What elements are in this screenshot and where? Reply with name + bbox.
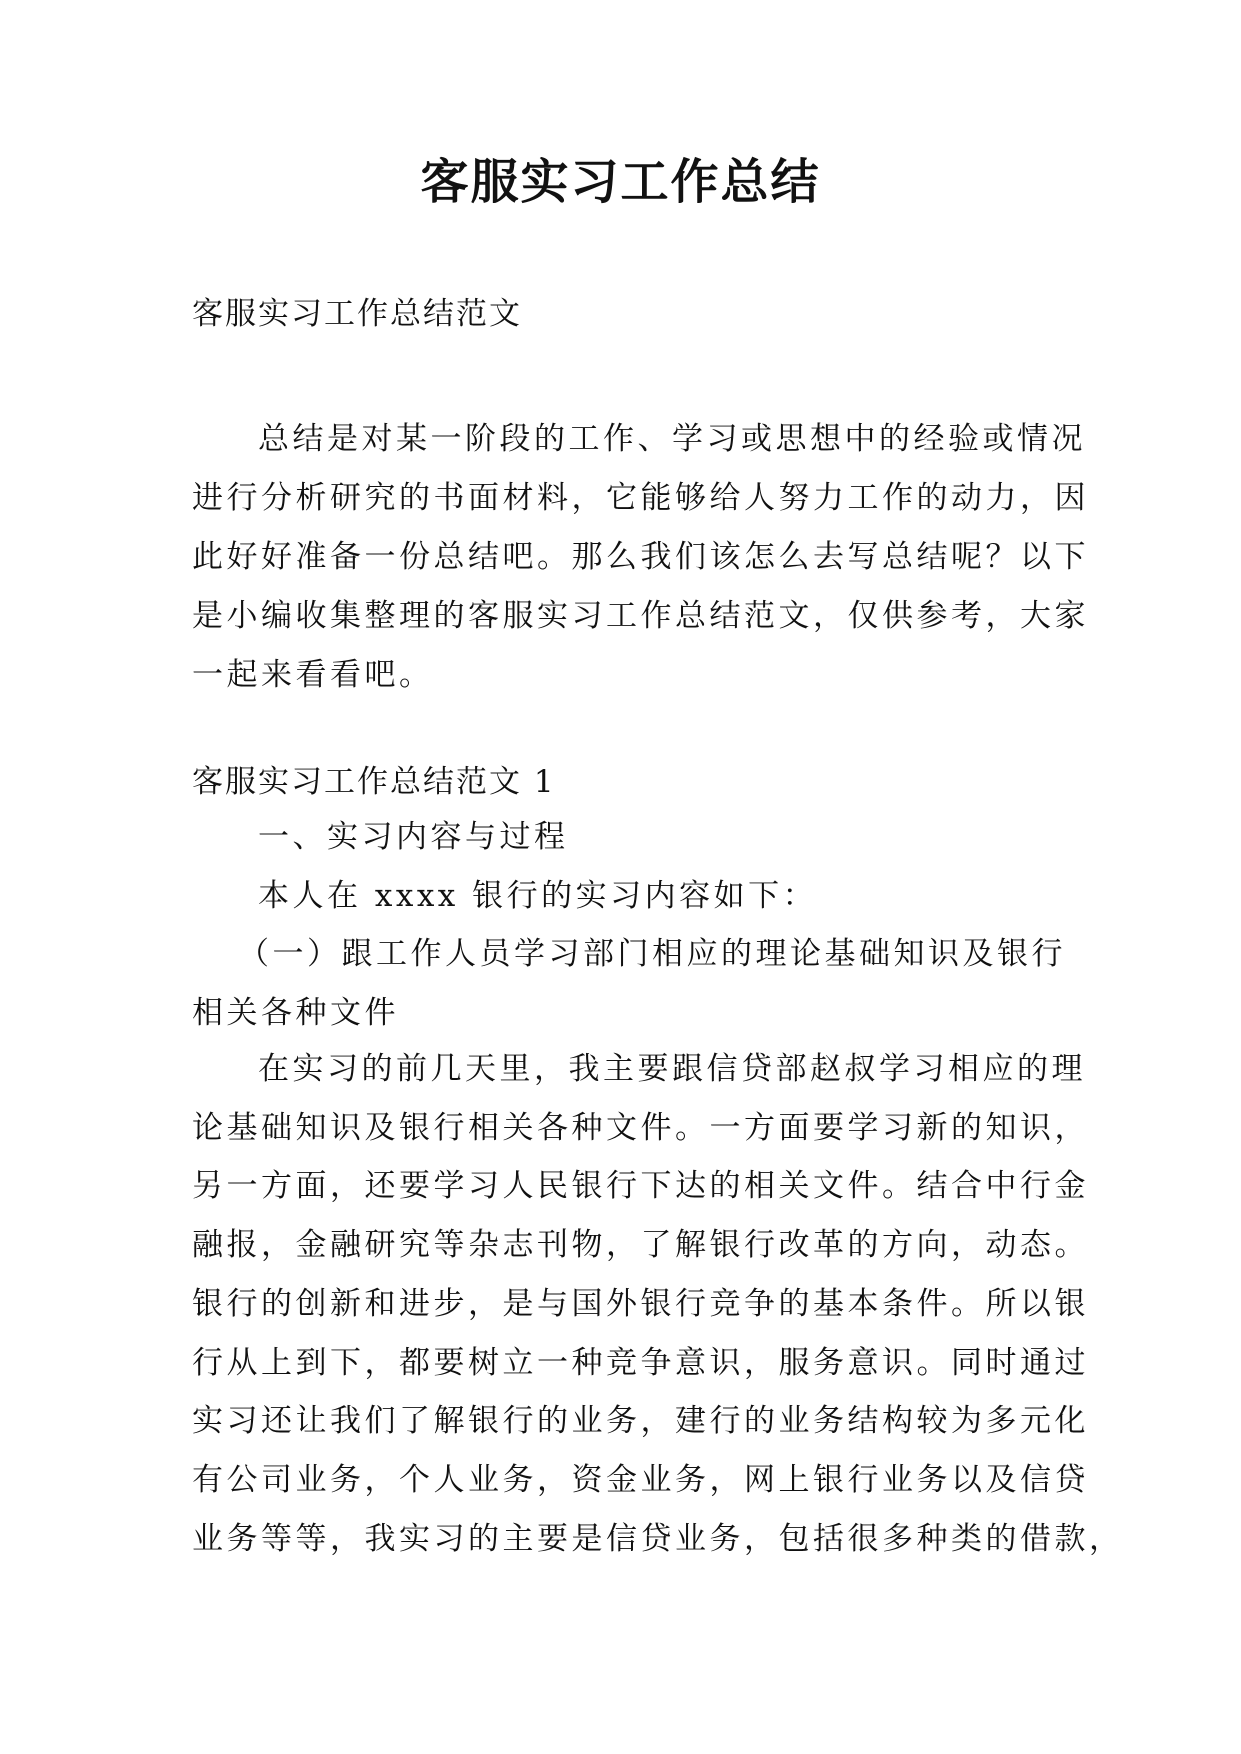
item-one-line: 相关各种文件 — [192, 994, 399, 1031]
paragraph-line: 实习还让我们了解银行的业务，建行的业务结构较为多元化 — [192, 1403, 1089, 1440]
intro-line: 是小编收集整理的客服实习工作总结范文，仅供参考，大家 — [192, 598, 1089, 634]
paragraph-line: 在实习的前几天里，我主要跟信贷部赵叔学习相应的理 — [258, 1051, 1086, 1087]
paragraph-line: 有公司业务，个人业务，资金业务，网上银行业务以及信贷 — [192, 1461, 1089, 1498]
heading-block — [192, 808, 1072, 1042]
paragraph-line: 另一方面，还要学习人民银行下达的相关文件。结合中行金 — [192, 1168, 1089, 1205]
document-title: 客服实习工作总结 — [420, 154, 821, 210]
heading-one: 一、实习内容与过程 — [258, 819, 569, 855]
intro-line: 进行分析研究的书面材料，它能够给人努力工作的动力，因 — [192, 480, 1089, 516]
document-subtitle: 客服实习工作总结范文 — [192, 296, 522, 332]
intro-line: 此好好准备一份总结吧。那么我们该怎么去写总结呢？以下 — [192, 539, 1089, 575]
intro-paragraph — [192, 410, 1089, 705]
paragraph-line: 融报，金融研究等杂志刊物，了解银行改革的方向，动态。 — [192, 1227, 1089, 1264]
section-heading: 客服实习工作总结范文 1 — [192, 764, 556, 800]
item-one-line: （一）跟工作人员学习部门相应的理论基础知识及银行 — [238, 936, 1066, 972]
paragraph-line: 业务等等，我实习的主要是信贷业务，包括很多种类的借款， — [192, 1520, 1124, 1557]
intro-line: 一起来看看吧。 — [192, 657, 434, 693]
paragraph-line: 论基础知识及银行相关各种文件。一方面要学习新的知识， — [192, 1109, 1089, 1146]
paragraph-line: 行从上到下，都要树立一种竞争意识，服务意识。同时通过 — [192, 1344, 1089, 1381]
body-paragraph — [192, 1040, 1124, 1568]
intro-sentence: 本人在 xxxx 银行的实习内容如下： — [258, 877, 818, 914]
intro-line: 总结是对某一阶段的工作、学习或思想中的经验或情况 — [258, 421, 1086, 457]
paragraph-line: 银行的创新和进步，是与国外银行竞争的基本条件。所以银 — [192, 1285, 1089, 1322]
